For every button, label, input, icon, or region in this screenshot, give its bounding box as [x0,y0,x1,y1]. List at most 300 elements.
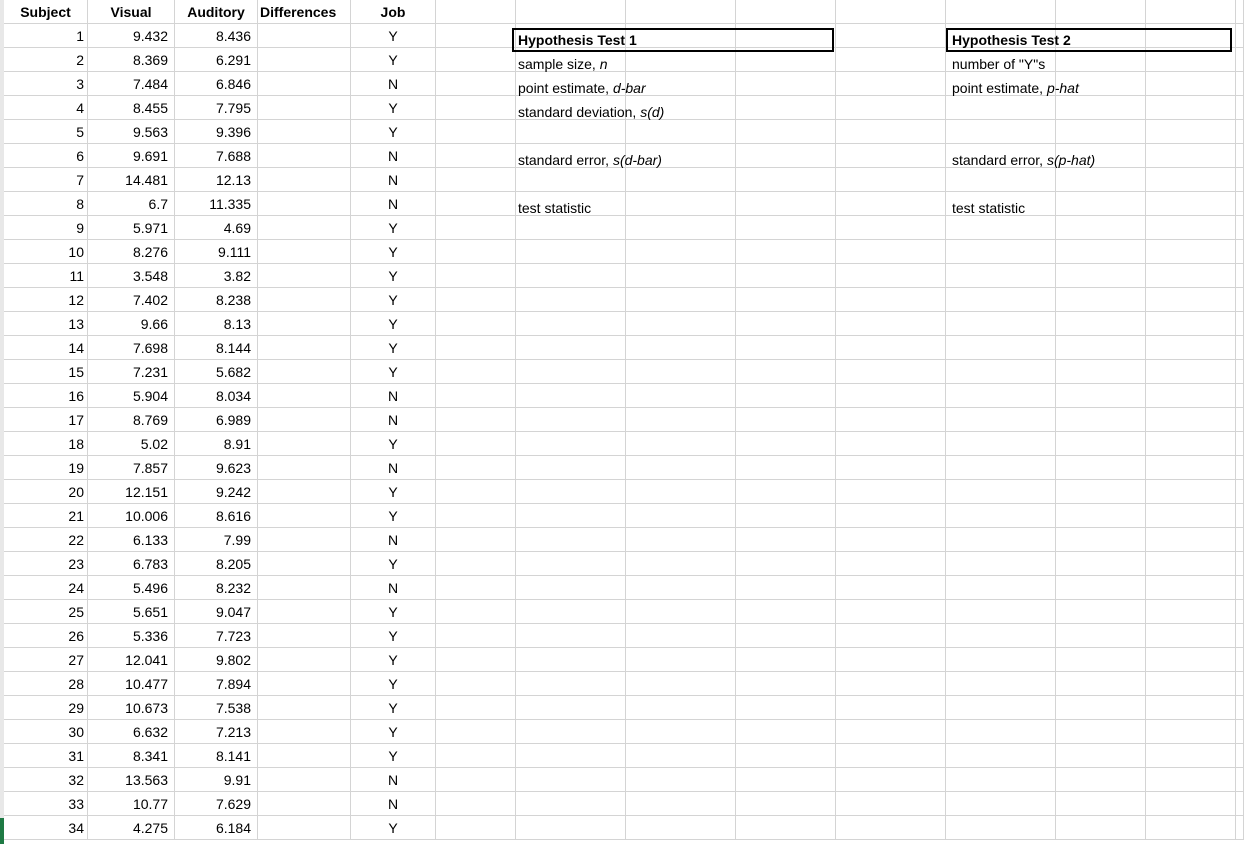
cell[interactable] [736,456,836,480]
auditory-cell[interactable]: 8.616 [175,504,258,528]
auditory-cell[interactable]: 4.69 [175,216,258,240]
cell[interactable] [436,552,516,576]
subject-cell[interactable]: 32 [4,768,88,792]
cell[interactable] [1236,600,1244,624]
cell[interactable] [946,816,1056,840]
visual-cell[interactable]: 7.231 [88,360,175,384]
subject-cell[interactable]: 14 [4,336,88,360]
job-cell[interactable]: N [351,768,436,792]
cell[interactable] [1056,528,1146,552]
cell[interactable] [736,768,836,792]
visual-cell[interactable]: 10.477 [88,672,175,696]
auditory-cell[interactable]: 9.111 [175,240,258,264]
cell[interactable] [736,120,836,144]
cell[interactable] [436,744,516,768]
differences-cell[interactable] [258,528,351,552]
cell[interactable] [516,552,626,576]
cell[interactable] [1236,456,1244,480]
cell[interactable] [1236,816,1244,840]
cell[interactable] [836,120,946,144]
cell[interactable] [516,504,626,528]
cell[interactable] [1236,648,1244,672]
cell[interactable] [836,480,946,504]
cell[interactable] [736,624,836,648]
subject-cell[interactable]: 31 [4,744,88,768]
cell[interactable] [736,432,836,456]
auditory-cell[interactable]: 6.846 [175,72,258,96]
cell[interactable] [1056,288,1146,312]
header-differences[interactable]: Differences [258,0,351,24]
cell[interactable] [1236,240,1244,264]
cell[interactable] [736,168,836,192]
cell[interactable] [436,264,516,288]
differences-cell[interactable] [258,624,351,648]
cell[interactable] [1056,384,1146,408]
subject-cell[interactable]: 20 [4,480,88,504]
cell[interactable] [836,768,946,792]
auditory-cell[interactable]: 7.688 [175,144,258,168]
cell[interactable] [736,600,836,624]
cell[interactable] [836,264,946,288]
cell[interactable] [1146,408,1236,432]
cell[interactable] [516,360,626,384]
test2-std-error-label[interactable] [948,148,1095,172]
subject-cell[interactable]: 18 [4,432,88,456]
cell[interactable] [626,192,736,216]
cell[interactable] [516,720,626,744]
differences-cell[interactable] [258,504,351,528]
subject-cell[interactable]: 10 [4,240,88,264]
subject-cell[interactable]: 24 [4,576,88,600]
cell[interactable] [836,696,946,720]
cell[interactable] [516,600,626,624]
visual-cell[interactable]: 7.698 [88,336,175,360]
cell[interactable] [1146,192,1236,216]
differences-cell[interactable] [258,720,351,744]
cell[interactable] [626,672,736,696]
cell[interactable] [436,192,516,216]
cell[interactable] [1236,624,1244,648]
cell[interactable] [946,456,1056,480]
subject-cell[interactable]: 12 [4,288,88,312]
job-cell[interactable]: N [351,792,436,816]
cell[interactable] [626,312,736,336]
cell[interactable] [736,72,836,96]
auditory-cell[interactable]: 9.802 [175,648,258,672]
job-cell[interactable]: N [351,192,436,216]
cell[interactable] [736,816,836,840]
cell[interactable] [836,192,946,216]
job-cell[interactable]: Y [351,48,436,72]
cell[interactable] [626,240,736,264]
cell[interactable] [736,216,836,240]
cell[interactable] [946,312,1056,336]
cell[interactable] [516,0,626,24]
cell[interactable] [1146,768,1236,792]
cell[interactable] [436,360,516,384]
visual-cell[interactable]: 6.7 [88,192,175,216]
cell[interactable] [736,576,836,600]
test1-sample-size-label[interactable] [514,52,608,76]
cell[interactable] [736,744,836,768]
cell[interactable] [436,96,516,120]
cell[interactable] [836,744,946,768]
cell[interactable] [516,648,626,672]
cell[interactable] [1146,816,1236,840]
auditory-cell[interactable]: 7.213 [175,720,258,744]
cell[interactable] [1236,720,1244,744]
cell[interactable] [1236,696,1244,720]
auditory-cell[interactable]: 7.538 [175,696,258,720]
cell[interactable] [516,432,626,456]
cell[interactable] [516,624,626,648]
cell[interactable] [836,624,946,648]
cell[interactable] [1236,168,1244,192]
subject-cell[interactable]: 16 [4,384,88,408]
cell[interactable] [1056,0,1146,24]
cell[interactable] [626,744,736,768]
subject-cell[interactable]: 6 [4,144,88,168]
auditory-cell[interactable]: 8.034 [175,384,258,408]
cell[interactable] [436,168,516,192]
cell[interactable] [1146,264,1236,288]
auditory-cell[interactable]: 6.184 [175,816,258,840]
cell[interactable] [1146,504,1236,528]
cell[interactable] [836,312,946,336]
cell[interactable] [1236,528,1244,552]
cell[interactable] [946,600,1056,624]
cell[interactable] [836,240,946,264]
cell[interactable] [1146,720,1236,744]
visual-cell[interactable]: 7.402 [88,288,175,312]
cell[interactable] [736,408,836,432]
job-cell[interactable]: Y [351,696,436,720]
cell[interactable] [1056,816,1146,840]
job-cell[interactable]: Y [351,432,436,456]
cell[interactable] [1236,96,1244,120]
job-cell[interactable]: Y [351,480,436,504]
job-cell[interactable]: Y [351,624,436,648]
auditory-cell[interactable]: 7.723 [175,624,258,648]
differences-cell[interactable] [258,72,351,96]
subject-cell[interactable]: 30 [4,720,88,744]
job-cell[interactable]: Y [351,360,436,384]
cell[interactable] [626,792,736,816]
header-subject[interactable]: Subject [4,0,88,24]
cell[interactable] [516,288,626,312]
differences-cell[interactable] [258,576,351,600]
cell[interactable] [1146,432,1236,456]
differences-cell[interactable] [258,312,351,336]
auditory-cell[interactable]: 7.629 [175,792,258,816]
differences-cell[interactable] [258,24,351,48]
cell[interactable] [946,768,1056,792]
cell[interactable] [1146,216,1236,240]
cell[interactable] [626,600,736,624]
cell[interactable] [1236,192,1244,216]
subject-cell[interactable]: 34 [4,816,88,840]
cell[interactable] [1146,72,1236,96]
differences-cell[interactable] [258,744,351,768]
cell[interactable] [946,552,1056,576]
differences-cell[interactable] [258,384,351,408]
auditory-cell[interactable]: 5.682 [175,360,258,384]
auditory-cell[interactable]: 9.91 [175,768,258,792]
visual-cell[interactable]: 5.336 [88,624,175,648]
cell[interactable] [516,528,626,552]
cell[interactable] [1146,240,1236,264]
cell[interactable] [946,648,1056,672]
cell[interactable] [946,120,1056,144]
cell[interactable] [736,552,836,576]
cell[interactable] [836,384,946,408]
cell[interactable] [736,312,836,336]
subject-cell[interactable]: 22 [4,528,88,552]
visual-cell[interactable]: 8.455 [88,96,175,120]
cell[interactable] [836,336,946,360]
cell[interactable] [836,456,946,480]
cell[interactable] [516,336,626,360]
cell[interactable] [1146,96,1236,120]
header-job[interactable]: Job [351,0,436,24]
cell[interactable] [736,384,836,408]
cell[interactable] [1056,792,1146,816]
cell[interactable] [836,288,946,312]
cell[interactable] [736,360,836,384]
cell[interactable] [436,816,516,840]
subject-cell[interactable]: 27 [4,648,88,672]
cell[interactable] [836,576,946,600]
cell[interactable] [436,48,516,72]
cell[interactable] [946,720,1056,744]
visual-cell[interactable]: 5.651 [88,600,175,624]
cell[interactable] [946,696,1056,720]
differences-cell[interactable] [258,456,351,480]
cell[interactable] [1146,552,1236,576]
cell[interactable] [1056,264,1146,288]
cell[interactable] [946,408,1056,432]
cell[interactable] [946,240,1056,264]
cell[interactable] [736,288,836,312]
cell[interactable] [516,264,626,288]
visual-cell[interactable]: 8.369 [88,48,175,72]
cell[interactable] [1146,0,1236,24]
subject-cell[interactable]: 29 [4,696,88,720]
cell[interactable] [1146,696,1236,720]
test1-std-error-label[interactable] [514,148,662,172]
visual-cell[interactable]: 5.904 [88,384,175,408]
cell[interactable] [436,216,516,240]
cell[interactable] [436,336,516,360]
cell[interactable] [436,24,516,48]
differences-cell[interactable] [258,264,351,288]
differences-cell[interactable] [258,360,351,384]
cell[interactable] [946,336,1056,360]
cell[interactable] [1236,480,1244,504]
cell[interactable] [626,552,736,576]
cell[interactable] [436,408,516,432]
cell[interactable] [1236,552,1244,576]
cell[interactable] [1146,480,1236,504]
cell[interactable] [736,192,836,216]
cell[interactable] [1236,768,1244,792]
subject-cell[interactable]: 26 [4,624,88,648]
subject-cell[interactable]: 11 [4,264,88,288]
cell[interactable] [436,648,516,672]
cell[interactable] [436,792,516,816]
cell[interactable] [436,312,516,336]
cell[interactable] [1236,312,1244,336]
differences-cell[interactable] [258,144,351,168]
cell[interactable] [1146,336,1236,360]
cell[interactable] [626,456,736,480]
cell[interactable] [516,240,626,264]
cell[interactable] [836,504,946,528]
cell[interactable] [1236,0,1244,24]
job-cell[interactable]: Y [351,504,436,528]
visual-cell[interactable]: 5.496 [88,576,175,600]
visual-cell[interactable]: 4.275 [88,816,175,840]
differences-cell[interactable] [258,336,351,360]
visual-cell[interactable]: 8.276 [88,240,175,264]
cell[interactable] [516,384,626,408]
auditory-cell[interactable]: 3.82 [175,264,258,288]
cell[interactable] [1146,792,1236,816]
cell[interactable] [836,408,946,432]
cell[interactable] [516,408,626,432]
cell[interactable] [1236,432,1244,456]
cell[interactable] [1056,240,1146,264]
subject-cell[interactable]: 7 [4,168,88,192]
auditory-cell[interactable]: 9.623 [175,456,258,480]
cell[interactable] [436,384,516,408]
cell[interactable] [626,528,736,552]
cell[interactable] [1056,456,1146,480]
cell[interactable] [1146,144,1236,168]
cell[interactable] [436,240,516,264]
auditory-cell[interactable]: 7.795 [175,96,258,120]
visual-cell[interactable]: 14.481 [88,168,175,192]
cell[interactable] [946,264,1056,288]
cell[interactable] [1146,288,1236,312]
visual-cell[interactable]: 8.341 [88,744,175,768]
job-cell[interactable]: Y [351,672,436,696]
cell[interactable] [1236,384,1244,408]
cell[interactable] [836,816,946,840]
cell[interactable] [626,264,736,288]
subject-cell[interactable]: 17 [4,408,88,432]
visual-cell[interactable]: 7.484 [88,72,175,96]
cell[interactable] [436,144,516,168]
test1-std-dev-label[interactable] [514,100,664,124]
cell[interactable] [836,720,946,744]
cell[interactable] [836,792,946,816]
cell[interactable] [946,624,1056,648]
cell[interactable] [736,720,836,744]
cell[interactable] [1146,120,1236,144]
visual-cell[interactable]: 8.769 [88,408,175,432]
cell[interactable] [516,672,626,696]
visual-cell[interactable]: 10.006 [88,504,175,528]
auditory-cell[interactable]: 7.894 [175,672,258,696]
job-cell[interactable]: Y [351,744,436,768]
cell[interactable] [736,144,836,168]
cell[interactable] [516,312,626,336]
cell[interactable] [1056,432,1146,456]
cell[interactable] [1056,360,1146,384]
cell[interactable] [736,264,836,288]
cell[interactable] [436,696,516,720]
cell[interactable] [436,624,516,648]
differences-cell[interactable] [258,648,351,672]
auditory-cell[interactable]: 9.047 [175,600,258,624]
subject-cell[interactable]: 19 [4,456,88,480]
test2-point-estimate-label[interactable] [948,76,1079,100]
cell[interactable] [946,0,1056,24]
cell[interactable] [1236,120,1244,144]
subject-cell[interactable]: 9 [4,216,88,240]
job-cell[interactable]: N [351,168,436,192]
cell[interactable] [836,552,946,576]
cell[interactable] [516,792,626,816]
cell[interactable] [1146,384,1236,408]
visual-cell[interactable]: 9.66 [88,312,175,336]
job-cell[interactable]: Y [351,648,436,672]
visual-cell[interactable]: 9.691 [88,144,175,168]
cell[interactable] [1236,672,1244,696]
cell[interactable] [516,744,626,768]
job-cell[interactable]: Y [351,216,436,240]
cell[interactable] [836,672,946,696]
cell[interactable] [836,96,946,120]
cell[interactable] [946,480,1056,504]
cell[interactable] [1236,288,1244,312]
job-cell[interactable]: Y [351,720,436,744]
job-cell[interactable]: N [351,576,436,600]
cell[interactable] [1056,192,1146,216]
cell[interactable] [1236,48,1244,72]
cell[interactable] [1146,360,1236,384]
differences-cell[interactable] [258,48,351,72]
job-cell[interactable]: N [351,144,436,168]
cell[interactable] [626,480,736,504]
cell[interactable] [436,600,516,624]
job-cell[interactable]: N [351,528,436,552]
cell[interactable] [1146,744,1236,768]
auditory-cell[interactable]: 9.396 [175,120,258,144]
cell[interactable] [1236,504,1244,528]
visual-cell[interactable]: 7.857 [88,456,175,480]
job-cell[interactable]: Y [351,24,436,48]
cell[interactable] [946,744,1056,768]
job-cell[interactable]: Y [351,288,436,312]
auditory-cell[interactable]: 9.242 [175,480,258,504]
cell[interactable] [736,96,836,120]
job-cell[interactable]: Y [351,96,436,120]
cell[interactable] [626,504,736,528]
subject-cell[interactable]: 33 [4,792,88,816]
cell[interactable] [1236,360,1244,384]
auditory-cell[interactable]: 8.436 [175,24,258,48]
cell[interactable] [736,240,836,264]
auditory-cell[interactable]: 6.291 [175,48,258,72]
cell[interactable] [836,600,946,624]
cell[interactable] [836,144,946,168]
visual-cell[interactable]: 13.563 [88,768,175,792]
cell[interactable] [1056,576,1146,600]
subject-cell[interactable]: 25 [4,600,88,624]
auditory-cell[interactable]: 8.238 [175,288,258,312]
